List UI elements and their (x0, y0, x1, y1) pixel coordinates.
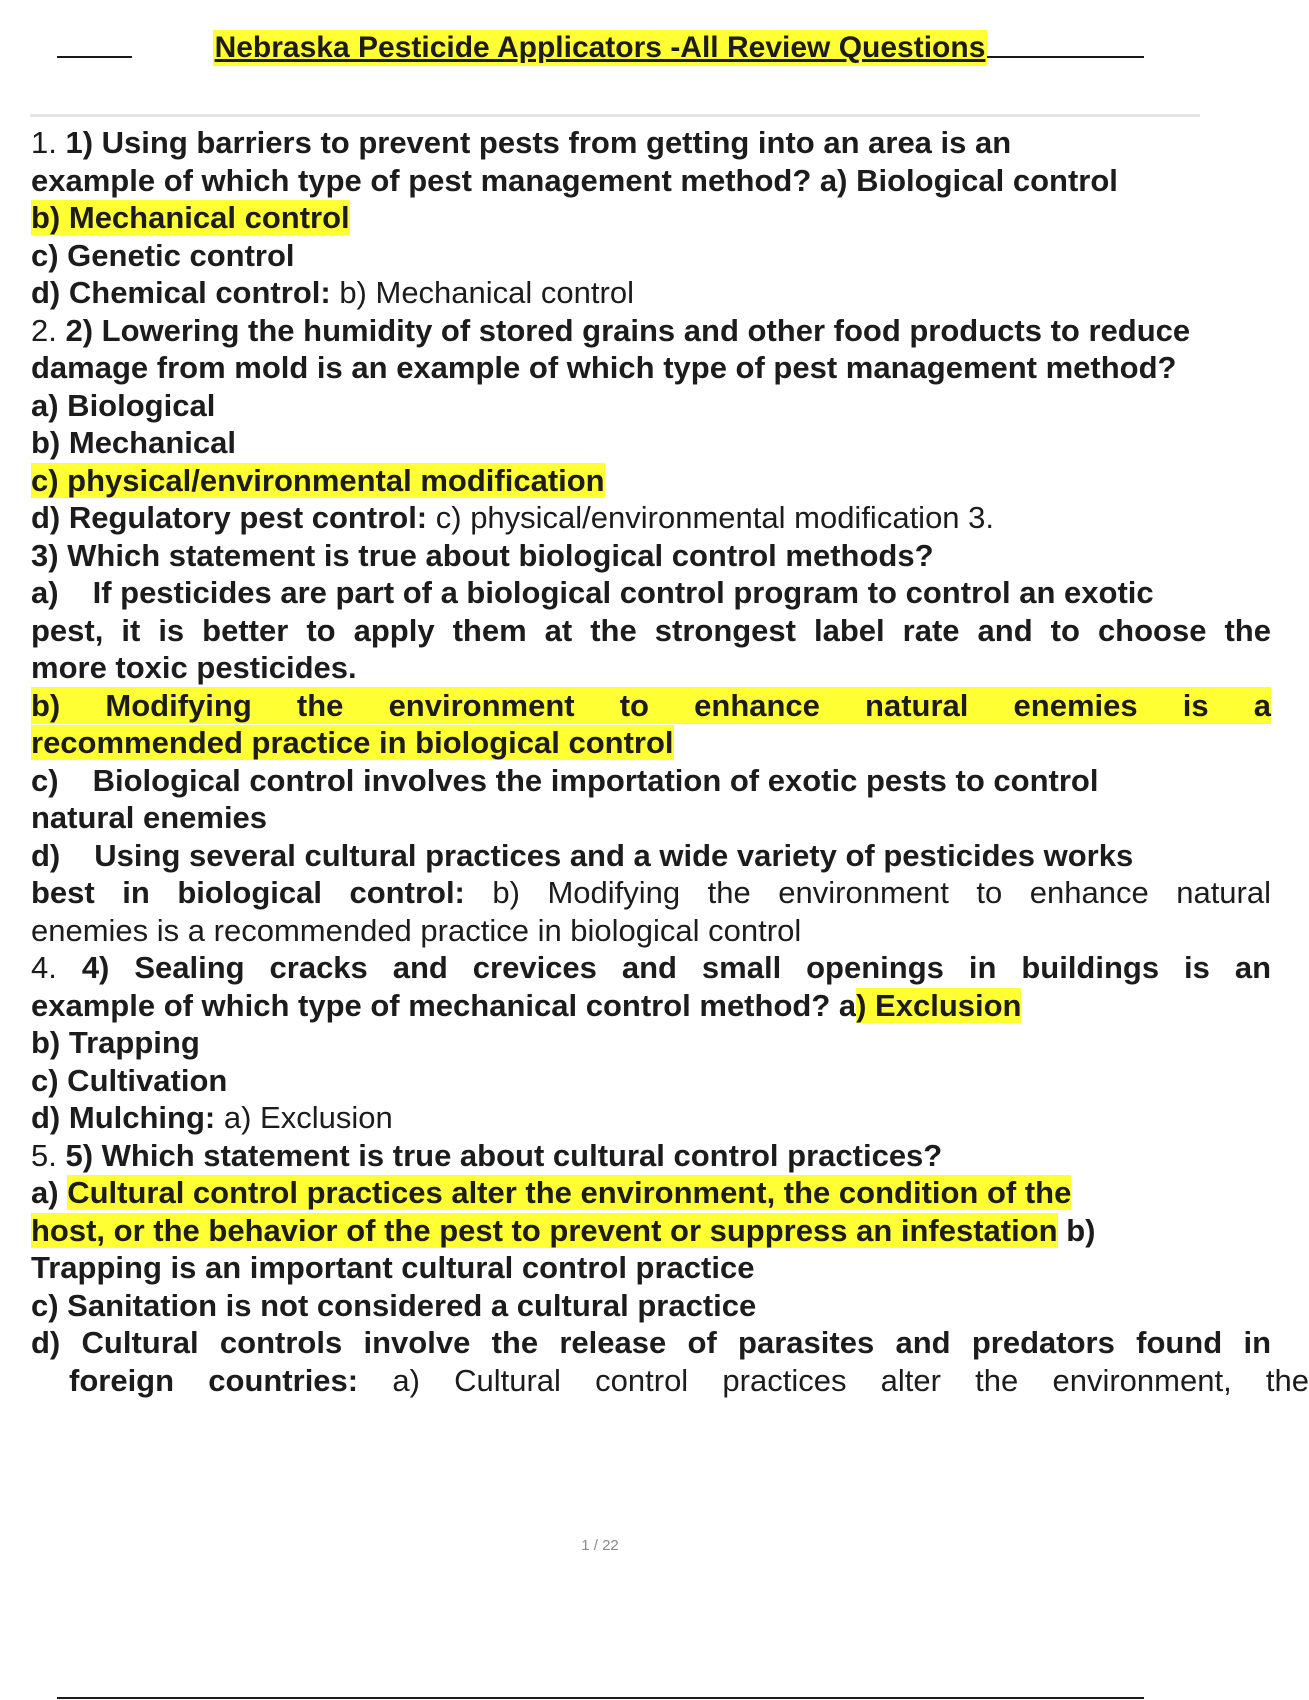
q4-option-c: c) Cultivation (31, 1062, 228, 1098)
q2-answer: c) physical/environmental modification 3. (427, 500, 995, 535)
q2-stem-2: damage from mold is an example of which type of pest management method? (31, 350, 1177, 385)
q5-option-a-line-1 (31, 1174, 1200, 1212)
q3-option-a-line-3: more toxic pesticides. (31, 650, 357, 685)
q4-number: 4. (31, 950, 82, 985)
q2-stem-1: 2) Lowering the humidity of stored grains and other food products to reduce (65, 312, 1191, 348)
q3-option-d-line-1 (31, 837, 1200, 875)
q3-option-a-line-2: pest, it is better to apply them at the strongest label rate and to choose the (31, 612, 1271, 648)
q4-line-1 (31, 949, 1271, 987)
q1-line-1 (31, 124, 1200, 162)
q1-answer: b) Mechanical control (330, 275, 634, 310)
q5-stem: 5) Which statement is true about cultural control practices? (65, 1137, 943, 1173)
q2-option-c-text: c) physical/environmental modification (31, 462, 605, 498)
q1-option-c: c) Genetic control (31, 237, 295, 273)
q3-option-a-line-1 (31, 574, 1200, 612)
q5-option-b-label: b) (1057, 1212, 1096, 1248)
q4-option-d: d) Mulching: (31, 1100, 216, 1135)
document-title: Nebraska Pesticide Applicators -All Review Questions (214, 31, 986, 64)
q3-option-d-label: d) (31, 837, 61, 873)
q2-option-b: b) Mechanical (31, 425, 236, 460)
q3-option-b-text-1: Modifying the environment to enhance natural enemies is a (105, 687, 1272, 723)
q4-option-d-line (31, 1099, 1200, 1137)
q4-option-a-highlight: ) Exclusion (856, 987, 1022, 1023)
q1-stem-1: 1) Using barriers to prevent pests from getting into an area is an (65, 125, 1012, 160)
q5-answer: a) Cultural control practices alter the environment, the (358, 1362, 1309, 1398)
q5-option-d-text-1: Cultural controls involve the release of parasites and predators found in (81, 1325, 1272, 1360)
q3-answer-1: b) Modifying the environment to enhance natural (464, 875, 1271, 910)
q4-stem-2: example of which type of mechanical control method? a (31, 987, 857, 1023)
q5-option-a-line-2 (31, 1212, 1200, 1250)
q3-option-d-text-2: best in biological control: (31, 875, 465, 910)
q5-option-d-text-2: foreign countries: (69, 1362, 359, 1398)
q1-option-b-text: b) Mechanical control (31, 200, 350, 235)
q4-answer: a) Exclusion (215, 1100, 393, 1135)
q4-line-2 (31, 987, 1200, 1025)
page-content (31, 124, 1309, 1444)
q3-option-d-line-2 (31, 874, 1271, 912)
q1-option-d: d) Chemical control: (31, 275, 331, 310)
q5-line-1 (31, 1137, 1200, 1175)
q3-stem: 3) Which statement is true about biological control methods? (31, 537, 934, 573)
q3-option-a-label: a) (31, 575, 59, 610)
q1-stem-2: example of which type of pest management method? a) Biological control (31, 162, 1118, 198)
page-number: 1 / 22 (581, 1537, 619, 1554)
q3-option-c-label: c) (31, 762, 59, 798)
q4-option-b: b) Trapping (31, 1025, 200, 1060)
header-divider (30, 114, 1200, 117)
q5-option-d-label: d) (31, 1325, 82, 1360)
q3-option-b-line-1 (31, 687, 1271, 725)
q3-option-c-line-1 (31, 762, 1200, 800)
q5-option-a-text-1: Cultural control practices alter the environment, the condition of the (67, 1175, 1072, 1210)
q2-option-c (31, 462, 1200, 500)
q3-option-c-text-1: Biological control involves the importation of exotic pests to control (92, 762, 1099, 798)
q3-option-c-line-2: natural enemies (31, 800, 268, 835)
q3-option-d-text-1: Using several cultural practices and a wide variety of pesticides works (94, 837, 1134, 873)
q1-number: 1. (31, 125, 66, 160)
q2-line-1 (31, 312, 1200, 350)
q2-number: 2. (31, 312, 66, 348)
q3-option-b-line-2 (31, 724, 1200, 762)
q2-option-d-line (31, 499, 1200, 537)
q5-option-d-line-2 (31, 1362, 1309, 1400)
q5-option-c: c) Sanitation is not considered a cultural practice (31, 1287, 757, 1323)
q1-option-b (31, 199, 1200, 237)
q5-option-a-label: a) (31, 1175, 68, 1210)
q4-stem-1: 4) Sealing cracks and crevices and small openings in buildings is an (81, 950, 1272, 985)
q2-option-d: d) Regulatory pest control: (31, 500, 428, 535)
q5-option-b-text: Trapping is an important cultural control practice (31, 1250, 755, 1285)
q3-option-b-label: b) (31, 687, 61, 723)
q5-option-a-text-2: host, or the behavior of the pest to prevent or suppress an infestation (31, 1212, 1058, 1248)
q2-option-a: a) Biological (31, 387, 216, 423)
q3-answer-2: enemies is a recommended practice in biological control (31, 912, 802, 948)
q3-option-b-text-2: recommended practice in biological control (31, 725, 674, 760)
q3-option-a-text-1: If pesticides are part of a biological control program to control an exotic (92, 575, 1154, 610)
q1-option-d-line (31, 274, 1200, 312)
title-block (0, 30, 1200, 66)
q5-number: 5. (31, 1137, 66, 1173)
q5-option-d-line-1 (31, 1324, 1271, 1362)
footer-rule (57, 1697, 1144, 1699)
